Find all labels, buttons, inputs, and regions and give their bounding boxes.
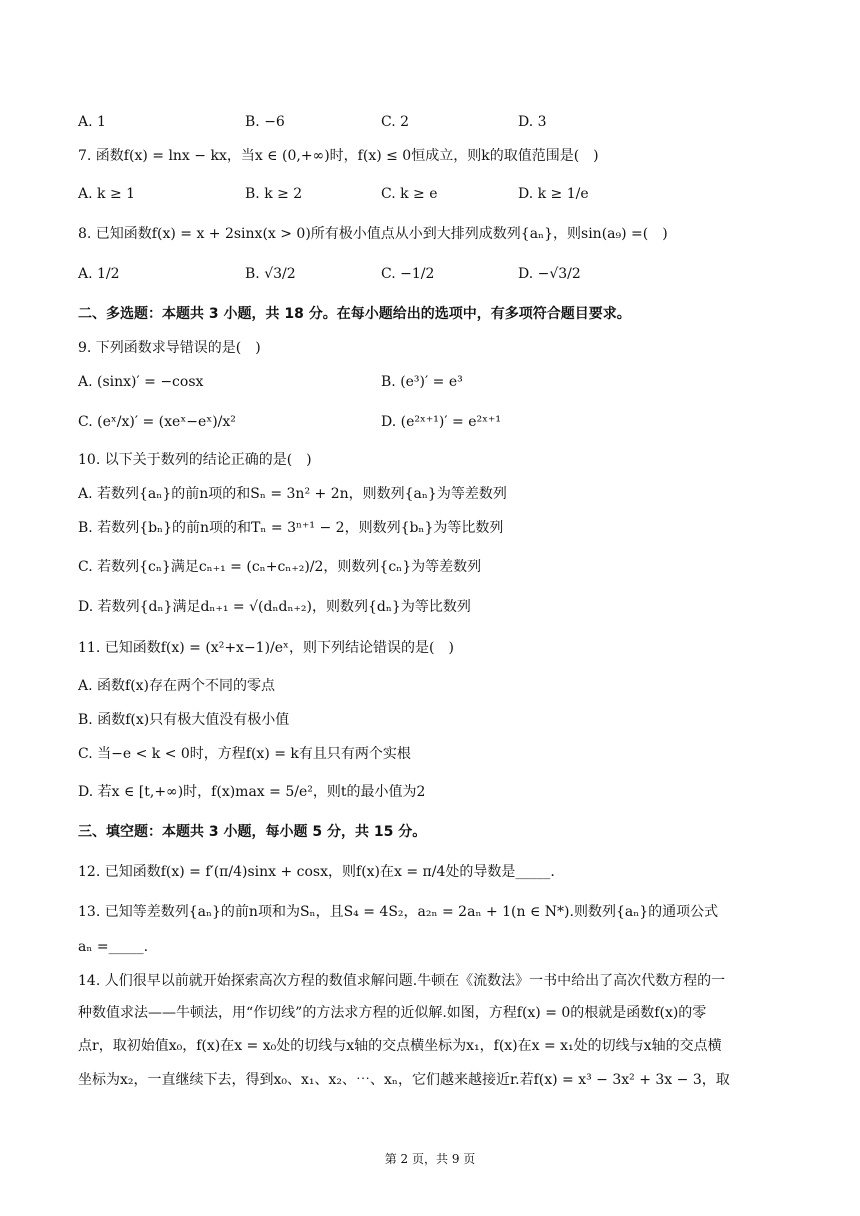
q14-line-1: 14. 人们很早以前就开始探索高次方程的数值求解问题.牛顿在《流数法》一书中给出了高次代数方程的一 [78,973,726,989]
q10-option-c: C. 若数列{cₙ}满足cₙ₊₁ = (cₙ+cₙ₊₂)/2，则数列{cₙ}为等差数列 [78,559,482,575]
q10-stem: 10. 以下关于数列的结论正确的是( ) [78,452,312,468]
q10-option-b: B. 若数列{bₙ}的前n项的和Tₙ = 3ⁿ⁺¹ − 2，则数列{bₙ}为等比数列 [78,520,504,536]
q7-option-a: A. k ≥ 1 [78,186,136,202]
q11-option-b: B. 函数f(x)只有极大值没有极小值 [78,712,290,728]
q8-option-b: B. √3/2 [245,266,296,282]
q9-option-a: A. (sinx)′ = −cosx [78,374,204,390]
q9-option-c: C. (eˣ/x)′ = (xeˣ−eˣ)/x² [78,414,236,430]
q6-option-a: A. 1 [78,114,106,130]
q11-option-c: C. 当−e < k < 0时，方程f(x) = k有且只有两个实根 [78,746,411,762]
q6-option-d: D. 3 [518,114,547,130]
section-multi-choice-heading: 二、多选题：本题共 3 小题，共 18 分。在每小题给出的选项中，有多项符合题目要求。 [78,306,631,322]
q9-option-d: D. (e²ˣ⁺¹)′ = e²ˣ⁺¹ [381,414,502,430]
q10-option-a: A. 若数列{aₙ}的前n项的和Sₙ = 3n² + 2n，则数列{aₙ}为等差数列 [78,486,507,502]
q11-option-a: A. 函数f(x)存在两个不同的零点 [78,678,276,694]
q7-option-b: B. k ≥ 2 [245,186,303,202]
q11-stem: 11. 已知函数f(x) = (x²+x−1)/eˣ，则下列结论错误的是( ) [78,640,454,656]
q8-option-c: C. −1/2 [381,266,435,282]
page-number-footer: 第 2 页，共 9 页 [384,1152,476,1166]
q10-option-d: D. 若数列{dₙ}满足dₙ₊₁ = √(dₙdₙ₊₂)，则数列{dₙ}为等比数列 [78,599,471,615]
q9-stem: 9. 下列函数求导错误的是( ) [78,340,261,356]
q6-option-b: B. −6 [245,114,285,130]
q12-stem: 12. 已知函数f(x) = f′(π/4)sinx + cosx，则f(x)在x = π/4处的导数是_____. [78,864,555,880]
q14-line-2: 种数值求法——牛顿法，用“作切线”的方法求方程的近似解.如图，方程f(x) = 0的根就是函数f(x)的零 [78,1005,707,1021]
q13-line-1: 13. 已知等差数列{aₙ}的前n项和为Sₙ，且S₄ = 4S₂，a₂ₙ = 2aₙ + 1(n ∈ N*).则数列{aₙ}的通项公式 [78,904,719,920]
q9-option-b: B. (e³)′ = e³ [381,374,463,390]
q13-line-2: aₙ =_____. [78,939,149,955]
q7-option-d: D. k ≥ 1/e [518,186,589,202]
q8-stem: 8. 已知函数f(x) = x + 2sinx(x > 0)所有极小值点从小到大排列成数列{aₙ}，则sin(a₉) =( ) [78,226,668,242]
q8-option-d: D. −√3/2 [518,266,581,282]
q7-stem: 7. 函数f(x) = lnx − kx，当x ∈ (0,+∞)时，f(x) ≤ 0恒成立，则k的取值范围是( ) [78,148,599,164]
q8-option-a: A. 1/2 [78,266,120,282]
q6-option-c: C. 2 [381,114,410,130]
q14-line-4: 坐标为x₂，一直继续下去，得到x₀、x₁、x₂、⋯、xₙ，它们越来越接近r.若f(x) = x³ − 3x² + 3x − 3，取 [78,1072,730,1088]
section-fill-blank-heading: 三、填空题：本题共 3 小题，每小题 5 分，共 15 分。 [78,824,427,840]
q14-line-3: 点r，取初始值x₀，f(x)在x = x₀处的切线与x轴的交点横坐标为x₁，f(x)在x = x₁处的切线与x轴的交点横 [78,1038,722,1054]
q11-option-d: D. 若x ∈ [t,+∞)时，f(x)max = 5/e²，则t的最小值为2 [78,784,426,800]
q7-option-c: C. k ≥ e [381,186,438,202]
